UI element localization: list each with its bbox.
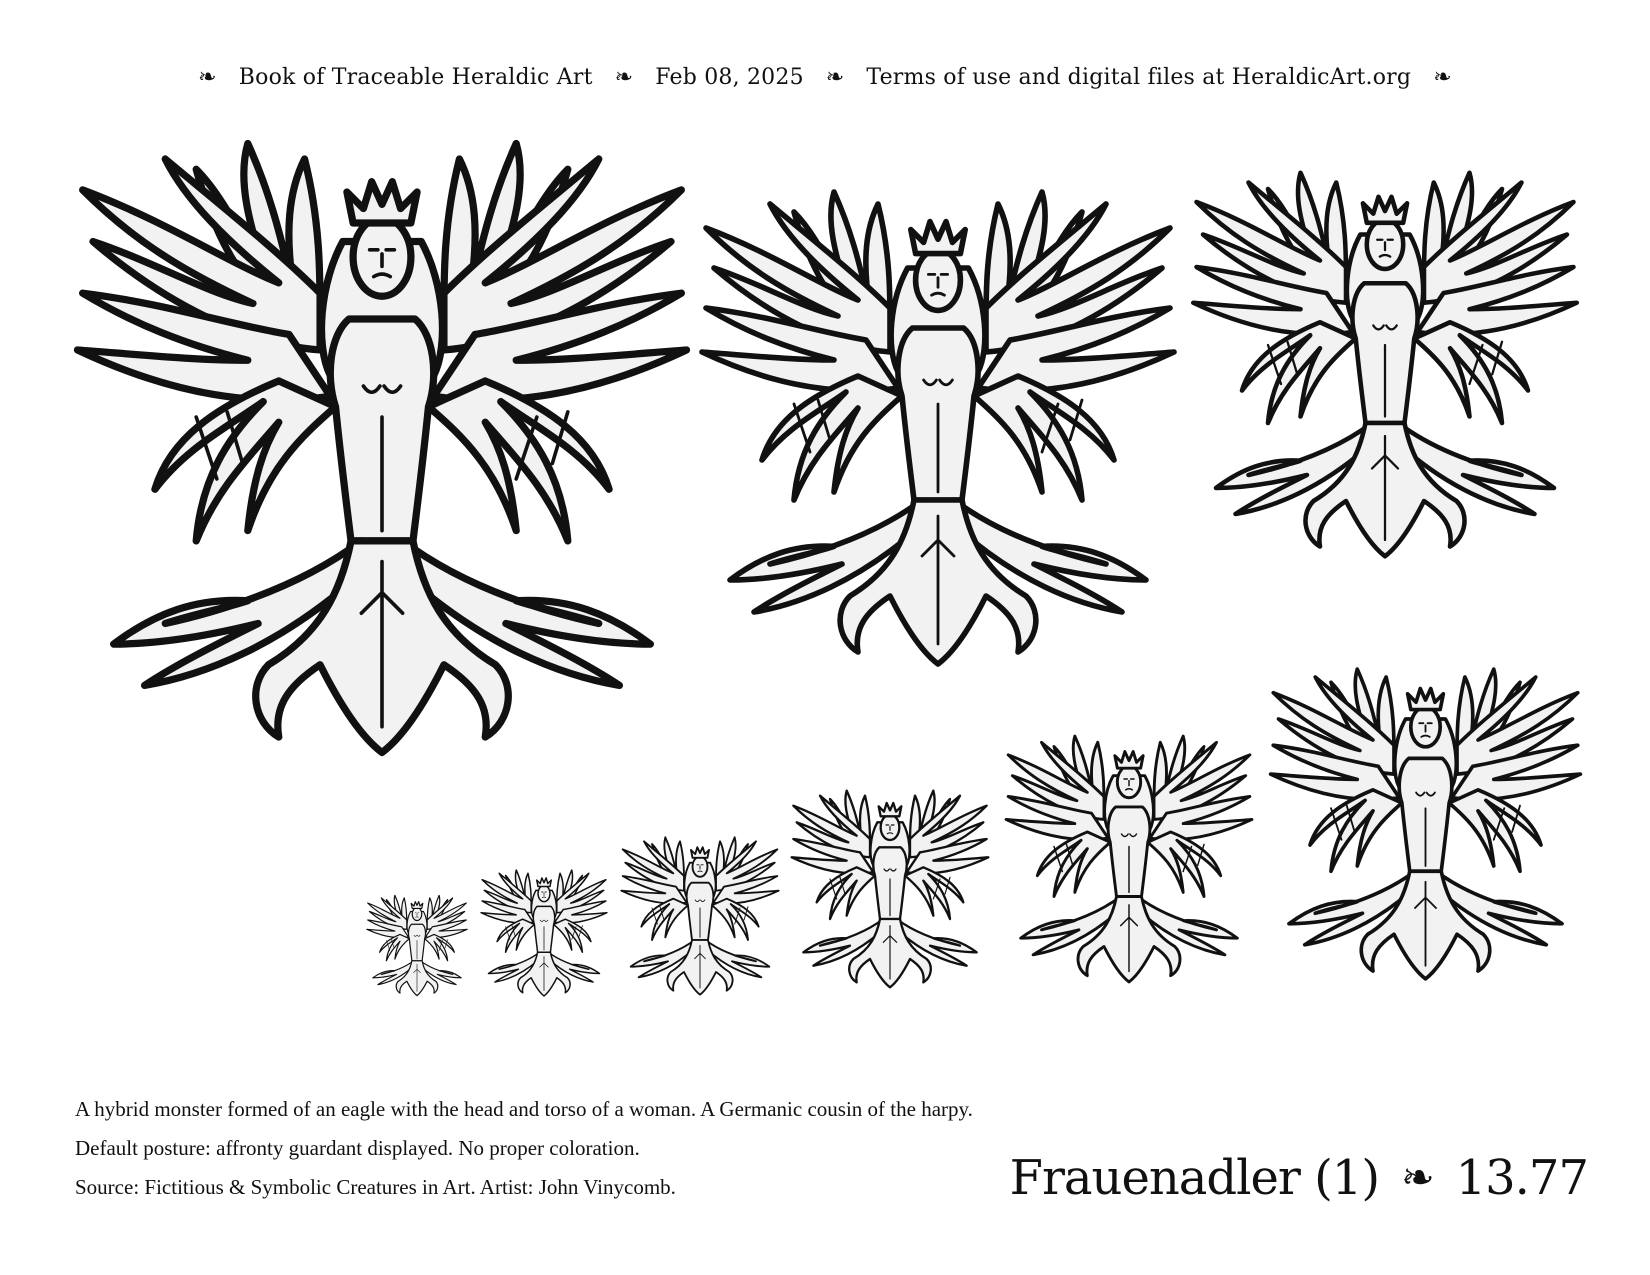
frauenadler-icon (698, 178, 1178, 678)
plate-title (1010, 1143, 1588, 1213)
description-line: Default posture: affronty guardant displayed. No proper coloration. (75, 1136, 640, 1160)
frauenadler-icon (480, 866, 608, 1000)
page-header (0, 55, 1650, 99)
frauenadler-icon (790, 784, 990, 994)
plate-number: 13.77 (1455, 1150, 1588, 1206)
plate-name: Frauenadler (1) (1009, 1150, 1380, 1206)
book-title: Book of Traceable Heraldic Art (238, 64, 593, 90)
terms-of-use: Terms of use and digital files at HeraldicArt.org (866, 64, 1412, 90)
fleuron-icon: ❧ (1433, 64, 1452, 90)
frauenadler-icon (1268, 660, 1583, 988)
description-line: Source: Fictitious & Symbolic Creatures in Art. Artist: John Vinycomb. (75, 1175, 676, 1199)
frauenadler-icon (72, 128, 692, 768)
frauenadler-icon (366, 892, 468, 999)
fleuron-icon: ❧ (198, 64, 217, 90)
frauenadler-icon (1004, 728, 1254, 990)
frauenadler-icon (1190, 162, 1580, 567)
description-line: A hybrid monster formed of an eagle with the head and torso of a woman. A Germanic cousin of the harpy. (75, 1097, 973, 1121)
fleuron-icon: ❧ (614, 64, 634, 90)
fleuron-icon: ❧ (825, 64, 845, 90)
fleuron-icon: ❧ (1401, 1155, 1434, 1201)
publication-date: Feb 08, 2025 (655, 64, 804, 90)
frauenadler-icon (620, 832, 780, 1000)
